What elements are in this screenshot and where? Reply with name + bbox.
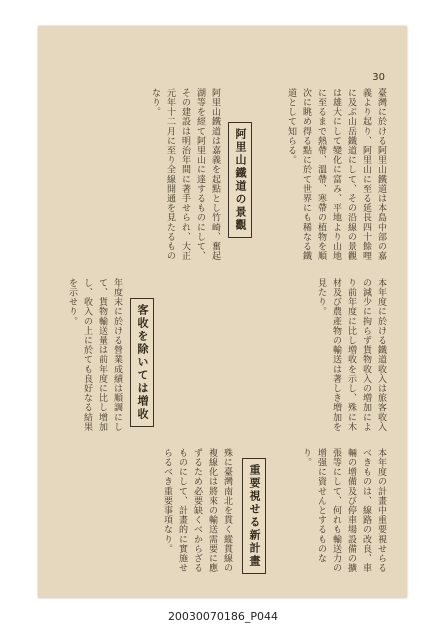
heading-new-plan: 重要視せる新計畫 bbox=[242, 458, 266, 574]
text-column-bottom-left: 殊に臺灣南北を貫く縱貫線の複線化は將來の輸送需要に應ずるため必要缺くべからざるものにして、計畫的に實施せらるべき重要事項なり。 bbox=[162, 448, 232, 573]
text-column-bottom-right: 本年度の計畫中重要視せらるべきものは、線路の改良、車輛の增備及び停車場設備の擴張等にして、何れも輸送力の增强に資せんとするものなり。 bbox=[301, 448, 386, 573]
text-column-middle-right: 本年度に於ける鐵道收入は旅客收入の減少に拘らず貨物收入の増加により前年度に比し増收を示し、殊に木材及び農產物の輸送は著しき増加を見たり。 bbox=[316, 278, 386, 432]
document-page bbox=[38, 26, 407, 598]
text-column-top-left: 阿里山鐵道は嘉義を起點とし竹崎、奮起湖等を經て阿里山に達するものにして、その建設は明治年間に著手せられ、大正元年十二月に至り全線開通を見たるものなり。 bbox=[150, 88, 220, 261]
heading-railway-scenery: 阿里山鐵道の景觀 bbox=[228, 122, 252, 238]
text-column-top-right: 臺灣に於ける阿里山鐵道は本島中部の嘉義より起り、阿里山に至る延長四十餘哩に及ぶ山岳鐵道にして、その沿線の景觀は雄大にして變化に富み、平地より山地に至るまで熱帶、溫帶、寒帶の植物を順次に眺め得る點に於て世界にも稀なる鐵道として知らる。 bbox=[286, 88, 386, 261]
image-caption: 20030070186_P044 bbox=[167, 610, 279, 623]
page-number: 30 bbox=[372, 72, 385, 83]
heading-cargo-revenue: 客收を除いては増收 bbox=[130, 298, 154, 427]
text-column-middle-left: 年度末に於ける營業成績は順調にして、貨物輸送量は前年度に比し增加し、收入の上に於ても良好なる結果を示せり。 bbox=[67, 278, 122, 432]
